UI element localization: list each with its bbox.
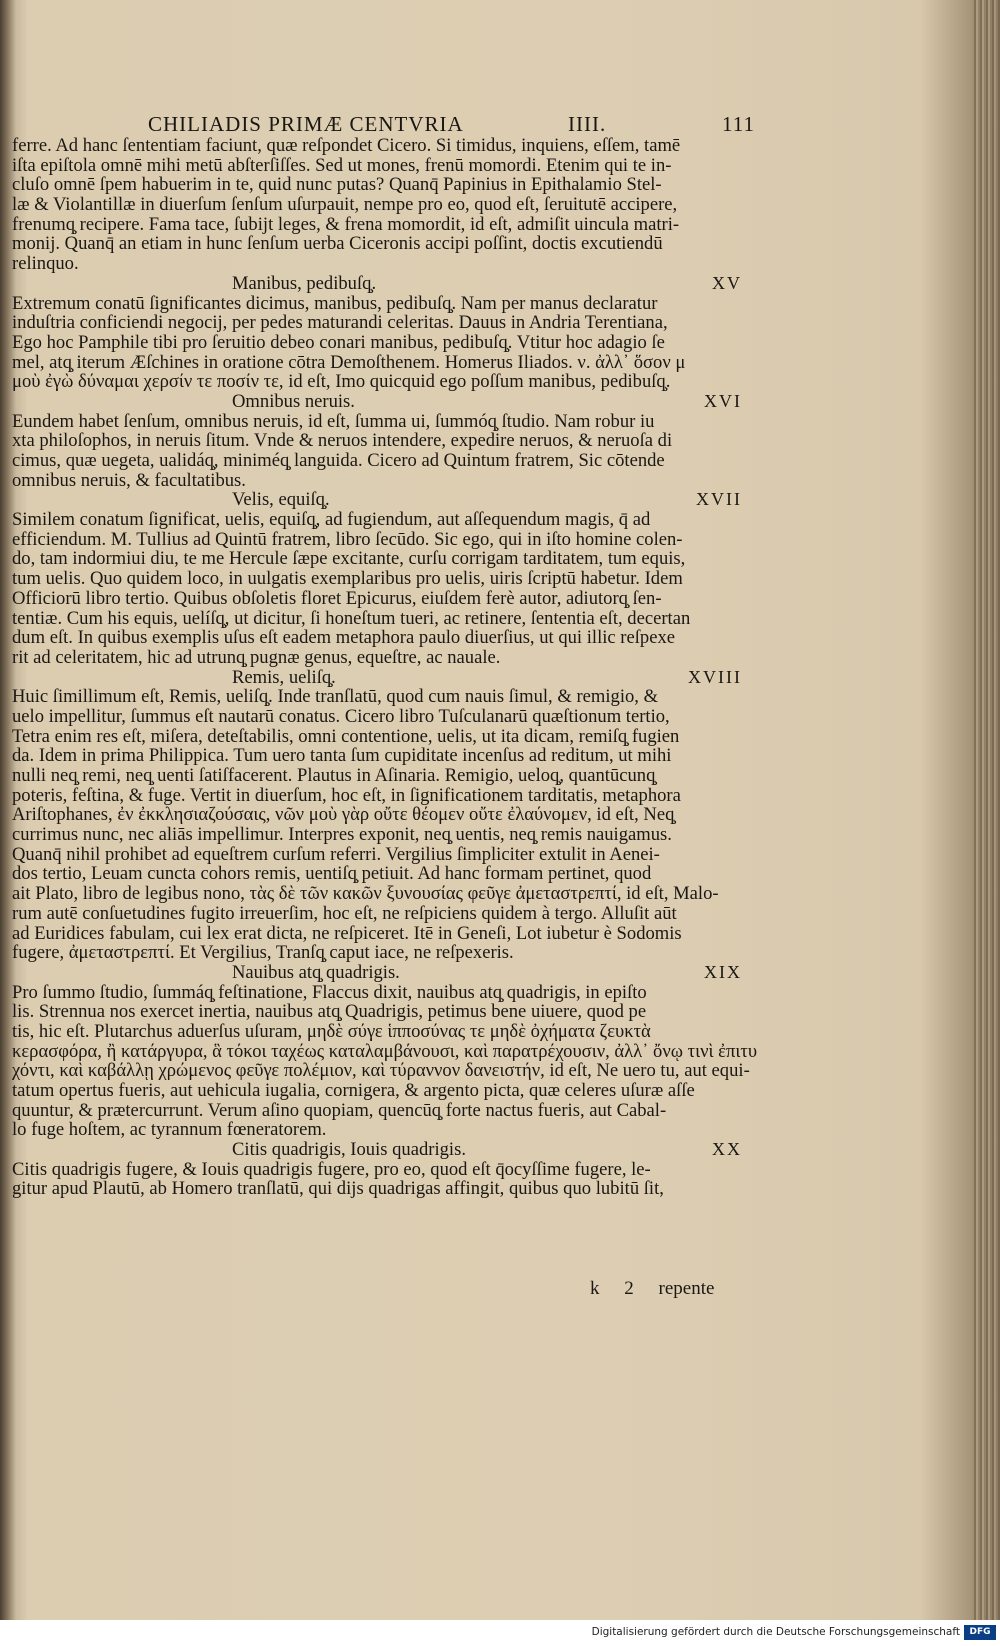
text-line: Extremum conatū ſignificantes dicimus, manibus, pedibuſq̧. Nam per manus declaratur bbox=[12, 293, 658, 314]
text-line: ad Euridices fabulam, cui lex erat dicta, ne reſpiceret. Itē in Geneſi, Lot iubetur è Sodomis bbox=[12, 923, 682, 944]
section-heading bbox=[12, 392, 772, 412]
adage-title: Omnibus neruis. bbox=[232, 390, 355, 412]
text-line: Citis quadrigis fugere, & Iouis quadrigis fugere, pro eo, quod eſt q̄ocyſſime fugere, le‑ bbox=[12, 1159, 651, 1180]
section-heading bbox=[12, 963, 772, 983]
text-line: Ego hoc Pamphile tibi pro ſeruitio debeo conari manibus, pedibuſq̧. Vtitur hoc adagio ſe bbox=[12, 332, 665, 353]
adage-number: XVIII bbox=[688, 666, 742, 687]
adage-number: XVII bbox=[696, 489, 742, 510]
text-line: poteris, feſtina, & fuge. Vertit in diuerſum, hoc eſt, in ſignificationem tarditatis, metaphora bbox=[12, 785, 681, 806]
text-line: efficiendum. M. Tullius ad Quintū fratrem, libro ſecūdo. Sic ego, qui in iſto homine colen‑ bbox=[12, 529, 683, 550]
text-line: lis. Strennua nos exercet inertia, nauibus atq̧ Quadrigis, petimus bene uiuere, quod pe bbox=[12, 1002, 647, 1022]
text-line: iſta epiſtola omnē mihi metū abſterſiſſes. Sed ut mones, frenū momordi. Etenim qui te in‑ bbox=[12, 155, 672, 176]
text-line: rum autē conſuetudines fugito irreuerſim, hoc eſt, ne reſpiciens quidem à tergo. Alluſit aūt bbox=[12, 903, 677, 924]
section-heading bbox=[12, 274, 772, 294]
signature-mark: k 2 bbox=[590, 1278, 634, 1299]
text-line: omnibus neruis, & facultatibus. bbox=[12, 470, 246, 491]
adage-title: Citis quadrigis, Iouis quadrigis. bbox=[232, 1139, 466, 1161]
section-heading bbox=[12, 668, 772, 688]
catchword: repente bbox=[658, 1278, 715, 1299]
section-heading bbox=[12, 490, 772, 510]
text-line: Huic ſimillimum eſt, Remis, ueliſq̧. Inde tranſlatū, quod cum nauis ſimul, & remigio, & bbox=[12, 687, 659, 707]
adage-number: XV bbox=[712, 272, 742, 293]
text-line: κερασφόρα, ἢ κατάργυρα, ἃ τόκοι ταχέως καταλαμβάνουσι, καὶ παρατρέχουσιν, ἀλλ᾽ ὄνῳ τινὶ ἐπιτυ bbox=[12, 1041, 758, 1062]
signature-line bbox=[590, 1278, 714, 1300]
text-line: cluſo omnē ſpem habuerim in te, quid nunc putas? Quanq̄ Papinius in Epithalamio Stel‑ bbox=[12, 175, 662, 196]
adage-title: Velis, equiſq̧. bbox=[232, 489, 330, 511]
text-line: Similem conatum ſignificat, uelis, equiſq̧, ad fugiendum, aut aſſequendum magis, q̄ ad bbox=[12, 510, 651, 530]
text-line: tis, hic eſt. Plutarchus aduerſus uſuram, μηδὲ σύγε ἱπποσύνας τε μηδὲ ὀχήματα ζευκτὰ bbox=[12, 1021, 651, 1042]
adage-title: Remis, ueliſq̧. bbox=[232, 666, 336, 688]
text-line: fugere, ἀμεταστρεπτί. Et Vergilius, Tranſq̧ caput iace, ne reſpexeris. bbox=[12, 943, 514, 963]
text-line: do, tam indormiui diu, te me Hercule ſæpe excitante, curſu corrigam tarditatem, tum equis, bbox=[12, 549, 686, 570]
text-line: dos tertio, Leuam cuncta cohors remis, uentiſq̧ petiuit. Ad hanc formam pertinet, quod bbox=[12, 864, 652, 885]
text-line: tum uelis. Quo quidem loco, in uulgatis exemplaribus pro uelis, uiris ſcriptū habetur. Idem bbox=[12, 569, 683, 589]
text-line: gitur apud Plautū, ab Homero tranſlatū, qui dijs quadrigas affingit, quibus quo lubitū ſit, bbox=[12, 1179, 664, 1200]
text-line: induſtria conficiendi negocij, per pedes maturandi celeritas. Dauus in Andria Terentiana, bbox=[12, 313, 668, 333]
running-head-title: CHILIADIS PRIMÆ CENTVRIA bbox=[148, 112, 464, 136]
adage-number: XIX bbox=[704, 961, 742, 982]
adage-title: Manibus, pedibuſq̧. bbox=[232, 272, 377, 294]
text-line: tatum opertus fueris, aut uehicula iugalia, cornigera, & argento picta, quæ celeres uſuræ aſſe bbox=[12, 1081, 695, 1101]
page-edge bbox=[974, 0, 1000, 1620]
text-line: ait Plato, libro de legibus nono, τὰς δὲ τῶν κακῶν ξυνουσίας φεῦγε ἀμεταστρεπτί, id eſt, Malo‑ bbox=[12, 884, 719, 904]
text-line: dum eſt. In quibus exemplis uſus eſt eadem metaphora paulo diuerſius, ut qui illic reſpexe bbox=[12, 628, 676, 648]
text-line: quuntur, & prætercurrunt. Verum aſino quopiam, quencūq̧ forte nactus fueris, aut Cabal‑ bbox=[12, 1100, 667, 1121]
text-line: uelo impellitur, ſummus eſt nautarū conatus. Cicero libro Tuſculanarū quæſtionum tertio, bbox=[12, 706, 670, 727]
dfg-logo: DFG bbox=[964, 1625, 996, 1640]
text-line: frenumq̧ recipere. Fama tace, ſubijt leges, & frena momordit, id eſt, admiſit uincula matri‑ bbox=[12, 214, 680, 235]
text-line: mel, atq̧ iterum Æſchines in oratione cōtra Demoſthenem. Homerus Iliados. ν. ἀλλ᾽ ὅσον μ bbox=[12, 352, 686, 373]
text-line: lo fuge hoſtem, ac tyrannum fœneratorem. bbox=[12, 1120, 327, 1141]
text-line: rit ad celeritatem, hic ad utrunq̧ pugnæ genus, equeſtre, ac nauale. bbox=[12, 647, 501, 668]
adage-number: XVI bbox=[704, 390, 742, 411]
text-line: χόντι, καὶ καβάλλῃ χρώμενος φεῦγε πολέμιον, καὶ τύραννον δανειστήν, id eſt, Ne uero tu, aut equi‑ bbox=[12, 1061, 750, 1081]
text-line: Ariſtophanes, ἐν ἐκκλησιαζούσαις, νῶν μοὺ γὰρ οὔτε θέομεν οὔτε ἐλαύνομεν, id eſt, Neq̧ bbox=[12, 805, 675, 826]
text-line: ferre. Ad hanc ſententiam faciunt, quæ reſpondet Cicero. Si timidus, inquiens, eſſem, tamē bbox=[12, 136, 681, 156]
folio-number: 111 bbox=[722, 112, 755, 136]
body-text bbox=[12, 136, 772, 1199]
adage-number: XX bbox=[712, 1139, 742, 1160]
text-line: μοὺ ἐγὼ δύναμαι χερσίν τε ποσίν τε, id eſt, Imo quicquid ego poſſum manibus, pedibuſq̧. bbox=[12, 372, 671, 392]
text-line: Tetra enim res eſt, miſera, deteſtabilis, omni contentione, uelis, ut ita dicam, remiſq̧ fugien bbox=[12, 726, 680, 747]
text-line: Quanq̄ nihil prohibet ad equeſtrem curſum referri. Vergilius ſimpliciter extulit in Aenei‑ bbox=[12, 844, 660, 865]
text-line: xta philoſophos, in neruis ſitum. Vnde & neruos intendere, expedire neruos, & neruoſa di bbox=[12, 431, 673, 451]
digitization-footer bbox=[0, 1620, 1000, 1646]
text-line: currimus nunc, nec aliās impellimur. Interpres exponit, neq̧ uentis, neq̧ remis nauigamus. bbox=[12, 825, 672, 845]
section-heading bbox=[12, 1140, 772, 1160]
adage-title: Nauibus atq̧ quadrigis. bbox=[232, 961, 400, 983]
text-line: cimus, quæ uegeta, ualidáq̧, miniméq̧ languida. Cicero ad Quintum fratrem, Sic cōtende bbox=[12, 451, 665, 471]
text-line: monij. Quanq̄ an etiam in hunc ſenſum uerba Ciceronis accipi poſſint, doctis excutiendū bbox=[12, 234, 663, 255]
text-line: læ & Violantillæ in diuerſum ſenſum uſurpauit, nempe pro eo, quod eſt, ſeruitutē accipere, bbox=[12, 195, 678, 215]
text-line: da. Idem in prima Philippica. Tum uero tanta ſum cupiditate incenſus ad reditum, ut mihi bbox=[12, 746, 672, 766]
running-head-number: IIII. bbox=[568, 112, 607, 136]
text-line: relinquo. bbox=[12, 254, 79, 274]
text-line: tentiæ. Cum his equis, uelíſq̧, ut dicitur, ſi honeſtum tueri, ac retinere, ſententia eſt, decertan bbox=[12, 608, 691, 629]
text-line: Eundem habet ſenſum, omnibus neruis, id eſt, ſumma ui, ſummóq̧ ſtudio. Nam robur iu bbox=[12, 411, 655, 432]
text-line: Pro ſummo ſtudio, ſummáq̧ feſtinatione, Flaccus dixit, nauibus atq̧ quadrigis, in epiſto bbox=[12, 982, 647, 1003]
footer-credit: Digitalisierung gefördert durch die Deutsche Forschungsgemeinschaft bbox=[591, 1626, 960, 1638]
text-line: nulli neq̧ remi, neq̧ uenti ſatiſfacerent. Plautus in Aſinaria. Remigio, ueloq̧, quantūcunq̧ bbox=[12, 766, 656, 786]
text-line: Officiorū libro tertio. Quibus obſoletis floret Epicurus, eiuſdem ferè autor, adiutorq̧ ſen‑ bbox=[12, 588, 662, 609]
